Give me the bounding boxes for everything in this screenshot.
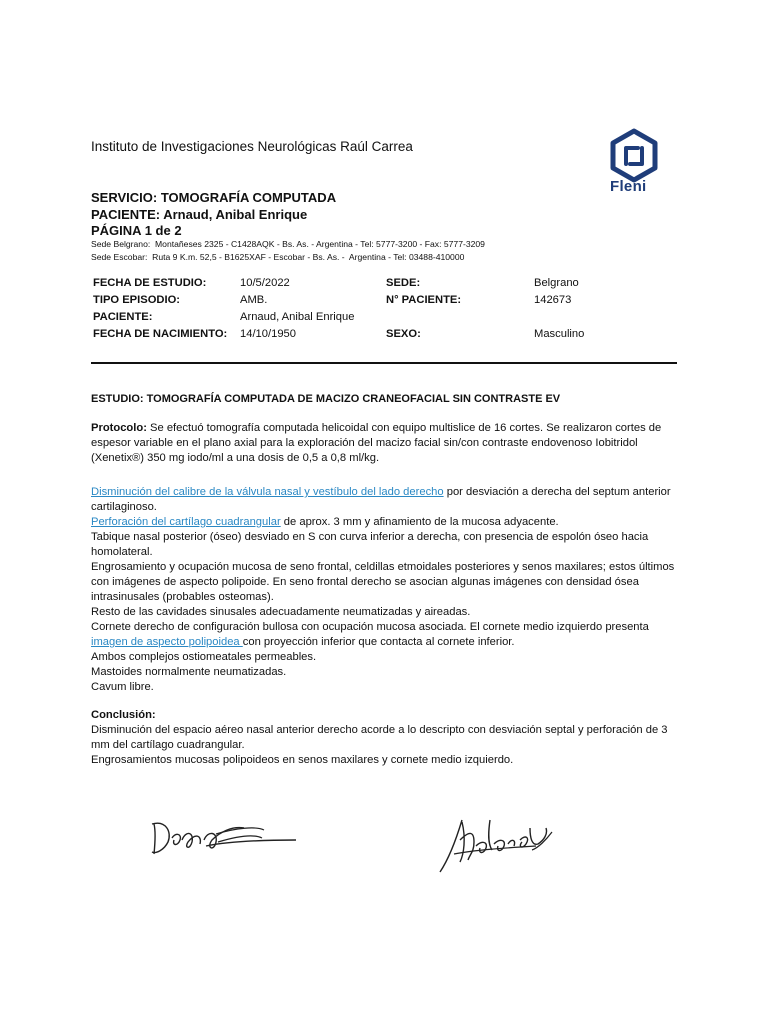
finding-text: Engrosamiento y ocupación mucosa de seno frontal, celdillas etmoidales posteriores y senos maxilares; estos últimos con imágenes de aspecto polipoide. En seno frontal derecho se asocian algunas imágenes con densidad ósea intrasinusales (probables osteomas). [91,561,675,603]
conclusion-section [91,708,681,768]
sede-belgrano-address: Sede Belgrano: Montañeses 2325 - C1428AQK - Bs. As. - Argentina - Tel: 5777-3200 - Fax: 5777-3209 [91,239,485,249]
patient-number-label: N° PACIENTE: [386,294,462,306]
episode-type-value: AMB. [240,294,268,306]
episode-type-label: TIPO EPISODIO: [93,294,181,306]
signature-left [146,812,306,862]
finding-text: Cornete derecho de configuración bullosa con ocupación mucosa asociada. El cornete medio izquierdo presenta [91,621,649,633]
logo-text: Fleni [610,178,647,195]
protocol-paragraph [91,421,681,466]
divider [91,362,677,364]
patient-label: PACIENTE: [93,311,153,323]
conclusion-text: Engrosamientos mucosas polipoideos en senos maxilares y cornete medio izquierdo. [91,754,514,766]
finding-text: por desviación a derecha del septum anterior cartilaginoso. [91,486,671,513]
protocol-text: Se efectuó tomografía computada helicoidal con equipo multislice de 16 cortes. Se realizaron cortes de espesor variable en el plano axial para la exploración del macizo facial sin/con contraste endovenoso Iobitridol (Xenetix®) 350 mg iodo/ml a una dosis de 0,5 a 0,8 ml/kg. [91,422,662,464]
finding-text: Mastoides normalmente neumatizadas. [91,666,287,678]
findings-section [91,485,681,695]
study-title: ESTUDIO: TOMOGRAFÍA COMPUTADA DE MACIZO CRANEOFACIAL SIN CONTRASTE EV [91,393,561,405]
finding-link-polypoid-image[interactable]: imagen de aspecto polipoidea [91,636,243,648]
birth-date-value: 14/10/1950 [240,328,296,340]
finding-text: Resto de las cavidades sinusales adecuadamente neumatizadas y aireadas. [91,606,471,618]
patient-number-value: 142673 [534,294,572,306]
finding-text: de aprox. 3 mm y afinamiento de la mucosa adyacente. [280,516,559,528]
finding-link-cartilage-perforation[interactable]: Perforación del cartílago cuadrangular [91,516,281,528]
finding-link-nasal-valve[interactable]: Disminución del calibre de la válvula nasal y vestíbulo del lado derecho [91,486,444,498]
institution-name: Instituto de Investigaciones Neurológicas Raúl Carrea [91,139,413,154]
conclusion-text: Disminución del espacio aéreo nasal anterior derecho acorde a lo descripto con desviación septal y perforación de 3 mm del cartílago cuadrangular. [91,724,668,751]
finding-text: con proyección inferior que contacta al cornete inferior. [242,636,515,648]
patient-heading: PACIENTE: Arnaud, Anibal Enrique [91,207,308,222]
study-date-label: FECHA DE ESTUDIO: [93,277,207,289]
finding-text: Ambos complejos ostiomeatales permeables. [91,651,317,663]
sex-value: Masculino [534,328,585,340]
sede-label: SEDE: [386,277,421,289]
conclusion-label: Conclusión: [91,709,156,721]
finding-text: Cavum libre. [91,681,154,693]
sede-escobar-address: Sede Escobar: Ruta 9 K.m. 52,5 - B1625XAF - Escobar - Bs. As. - Argentina - Tel: 03488-410000 [91,252,465,262]
birth-date-label: FECHA DE NACIMIENTO: [93,328,228,340]
protocol-label: Protocolo: [91,422,147,434]
sede-value: Belgrano [534,277,579,289]
signature-right [434,810,564,880]
study-date-value: 10/5/2022 [240,277,290,289]
sex-label: SEXO: [386,328,421,340]
finding-text: Tabique nasal posterior (óseo) desviado en S con curva inferior a derecha, con presencia de espolón óseo hacia homolateral. [91,531,649,558]
page-number: PÁGINA 1 de 2 [91,223,182,238]
patient-value: Arnaud, Anibal Enrique [240,311,355,323]
servicio-heading: SERVICIO: TOMOGRAFÍA COMPUTADA [91,190,337,205]
